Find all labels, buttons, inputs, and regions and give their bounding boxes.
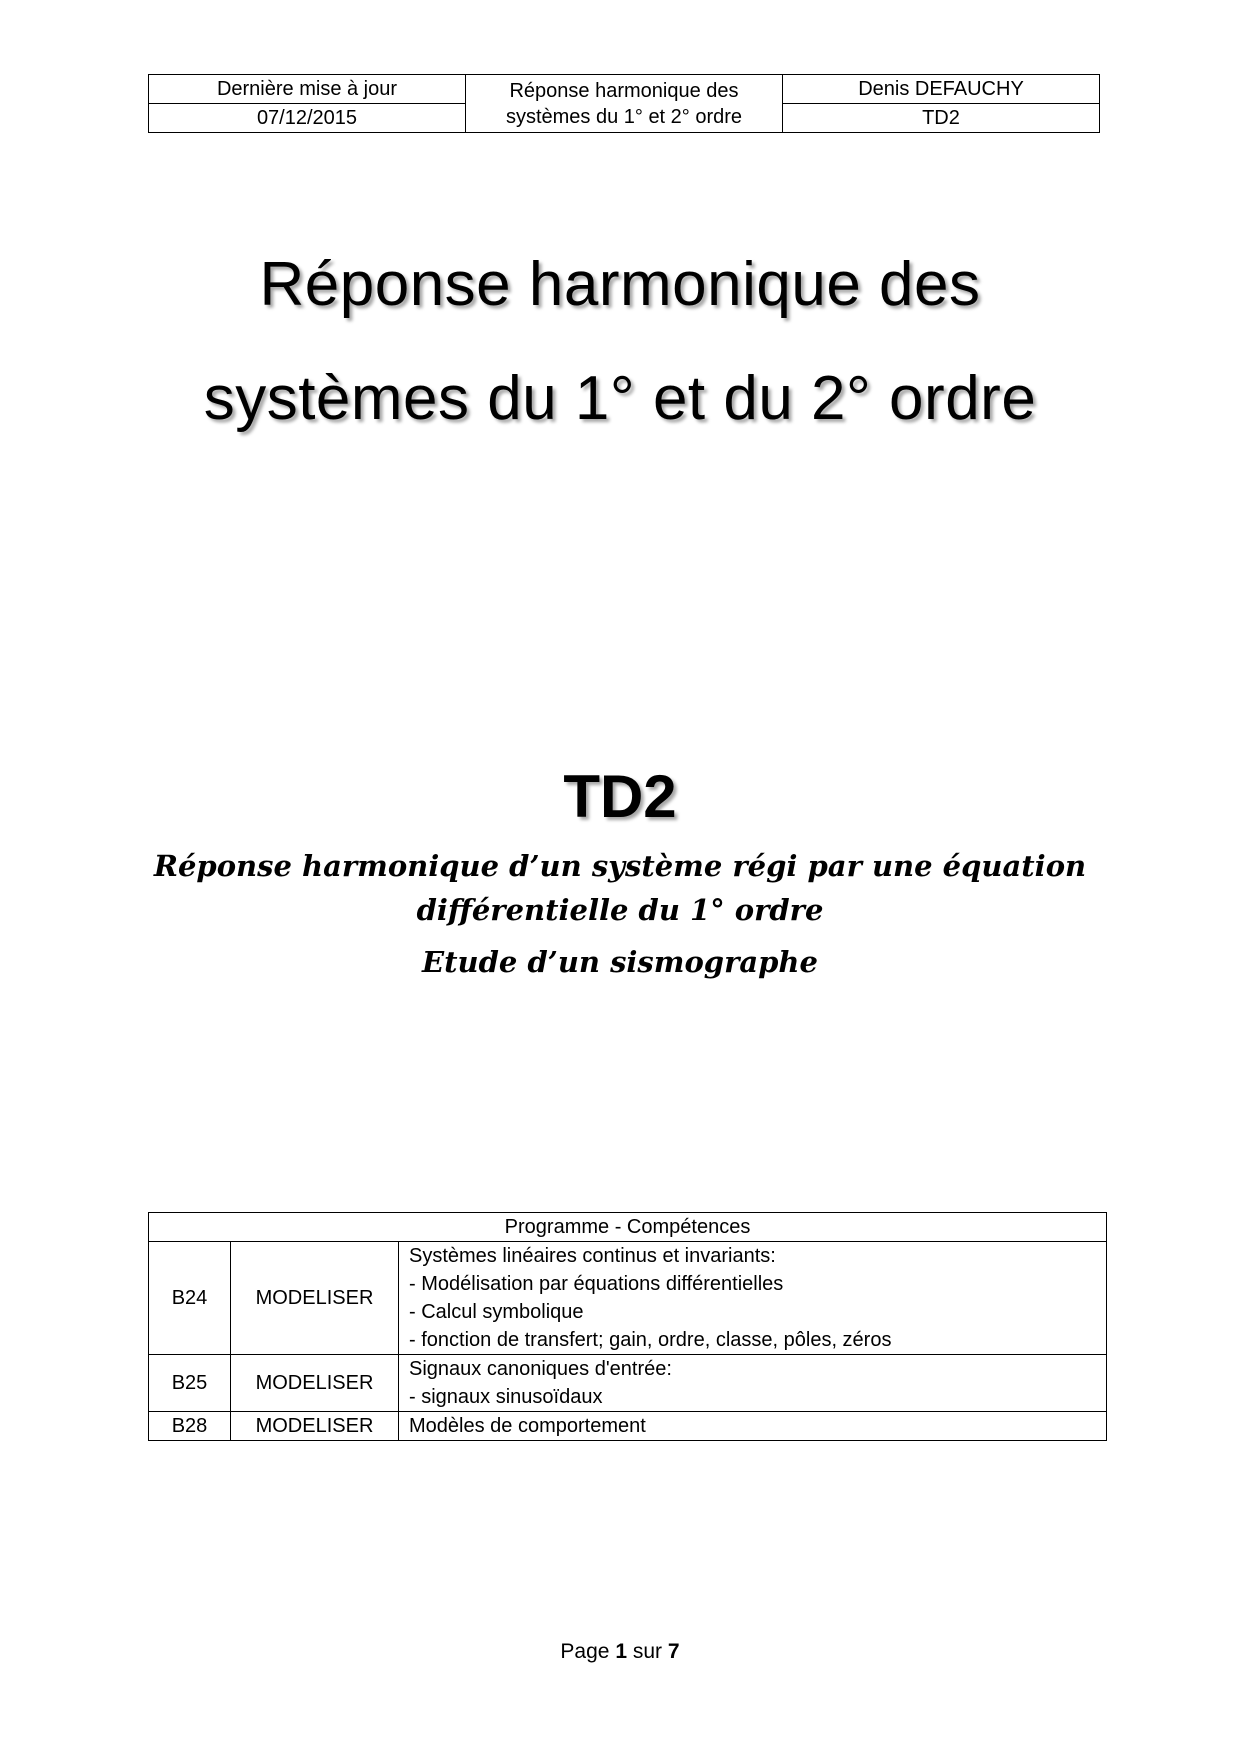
header-doc-code: TD2	[783, 104, 1100, 133]
td-subtitle-line3: Etude d’un sismographe	[422, 945, 818, 979]
td-label: TD2	[563, 763, 677, 830]
header-doc-title-line1: Réponse harmonique des	[509, 79, 739, 102]
competence-description	[399, 1355, 1107, 1412]
competence-line: Modèles de comportement	[409, 1415, 646, 1437]
competence-line: - Modélisation par équations différentielles	[409, 1273, 784, 1295]
of-word: sur	[632, 1640, 663, 1663]
current-page-number: 1	[615, 1640, 627, 1663]
competence-description	[399, 1242, 1107, 1355]
competence-skill: MODELISER	[231, 1242, 399, 1355]
competence-description	[399, 1412, 1107, 1441]
competence-code: B28	[149, 1412, 231, 1441]
header-table	[148, 74, 1100, 133]
competence-skill: MODELISER	[231, 1355, 399, 1412]
total-pages-number: 7	[667, 1640, 680, 1663]
page-footer	[0, 1640, 1240, 1664]
header-doc-title	[466, 75, 783, 133]
competence-line: Systèmes linéaires continus et invariants:	[409, 1245, 776, 1267]
page-word: Page	[560, 1640, 610, 1663]
header-author: Denis DEFAUCHY	[783, 75, 1100, 104]
competence-line: - signaux sinusoïdaux	[409, 1386, 603, 1408]
competence-code: B24	[149, 1242, 231, 1355]
td-subtitle-line2: différentielle du 1° ordre	[416, 893, 824, 927]
competence-skill: MODELISER	[231, 1412, 399, 1441]
competence-code: B25	[149, 1355, 231, 1412]
td-subtitle	[0, 844, 1240, 984]
table-row	[149, 1355, 1107, 1412]
header-doc-title-line2: systèmes du 1° et 2° ordre	[505, 105, 743, 128]
page-title-line1: Réponse harmonique des	[259, 250, 981, 319]
competences-table	[148, 1212, 1107, 1441]
page-title	[0, 228, 1240, 456]
competences-heading: Programme - Compétences	[149, 1213, 1107, 1242]
competence-line: - fonction de transfert; gain, ordre, classe, pôles, zéros	[409, 1329, 892, 1351]
table-row	[149, 1412, 1107, 1441]
competence-line: - Calcul symbolique	[409, 1301, 584, 1323]
page-title-line2: systèmes du 1° et du 2° ordre	[203, 364, 1037, 433]
competence-line: Signaux canoniques d'entrée:	[409, 1358, 672, 1380]
table-row	[149, 1242, 1107, 1355]
td-subtitle-line1: Réponse harmonique d’un système régi par une équation	[153, 849, 1087, 883]
last-update-label: Dernière mise à jour	[149, 75, 466, 104]
last-update-date: 07/12/2015	[149, 104, 466, 133]
